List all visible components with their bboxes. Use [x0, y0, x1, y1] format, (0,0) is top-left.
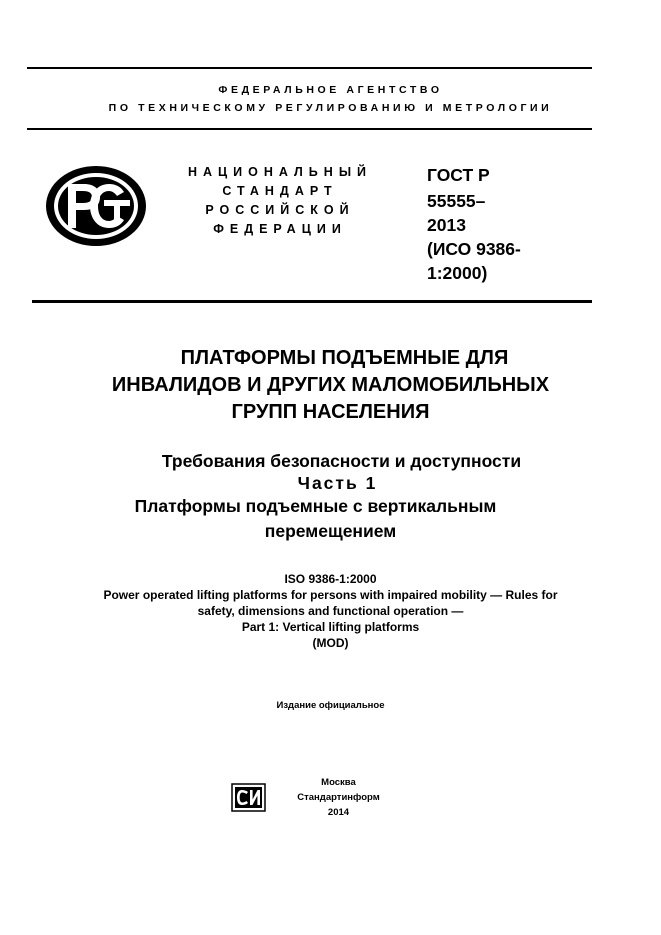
english-ref-line3: safety, dimensions and functional operation — [197, 604, 464, 618]
english-ref-line5: (MOD) [312, 636, 349, 650]
main-title-line2: ИНВАЛИДОВ И ДРУГИХ МАЛОМОБИЛЬНЫХ [111, 374, 550, 396]
edition-label: Издание официальное [276, 700, 385, 711]
subtitle-line1: Требования безопасности и доступности [161, 451, 522, 471]
standard-type-line3: РОССИЙСКОЙ [205, 203, 355, 217]
agency-name-line1: ФЕДЕРАЛЬНОЕ АГЕНТСТВО [218, 84, 443, 96]
standard-type-line1: НАЦИОНАЛЬНЫЙ [187, 165, 373, 179]
top-rule [27, 67, 592, 69]
header-bottom-rule [32, 300, 592, 303]
publisher-city: Москва [321, 777, 356, 788]
subtitle-line4: перемещением [264, 521, 397, 541]
agency-name-line2: ПО ТЕХНИЧЕСКОМУ РЕГУЛИРОВАНИЮ И МЕТРОЛОГИИ [108, 102, 553, 114]
designation-line1: ГОСТ Р [427, 165, 490, 185]
main-title-line1: ПЛАТФОРМЫ ПОДЪЕМНЫЕ ДЛЯ [180, 347, 509, 369]
standard-type-line4: ФЕДЕРАЦИИ [213, 222, 347, 236]
english-ref-line1: ISO 9386-1:2000 [284, 572, 377, 586]
english-ref-line2: Power operated lifting platforms for persons with impaired mobility — Rules for [103, 588, 558, 602]
publisher-name: Стандартинформ [297, 792, 380, 803]
standard-type-line2: СТАНДАРТ [222, 184, 338, 198]
designation-line4: (ИСО 9386- [427, 239, 521, 259]
agency-underline [27, 128, 592, 130]
designation-line5: 1:2000) [427, 263, 488, 283]
designation-line2: 55555– [427, 191, 486, 211]
subtitle-line3: Платформы подъемные с вертикальным [134, 496, 497, 516]
gost-r-logo-graphic [44, 164, 148, 248]
part-number: Часть 1 [297, 473, 378, 493]
designation-line3: 2013 [427, 215, 466, 235]
publication-year: 2014 [327, 807, 350, 818]
main-title-line3: ГРУПП НАСЕЛЕНИЯ [231, 401, 430, 423]
english-ref-line4: Part 1: Vertical lifting platforms [241, 620, 420, 634]
gost-r-logo [44, 164, 148, 248]
